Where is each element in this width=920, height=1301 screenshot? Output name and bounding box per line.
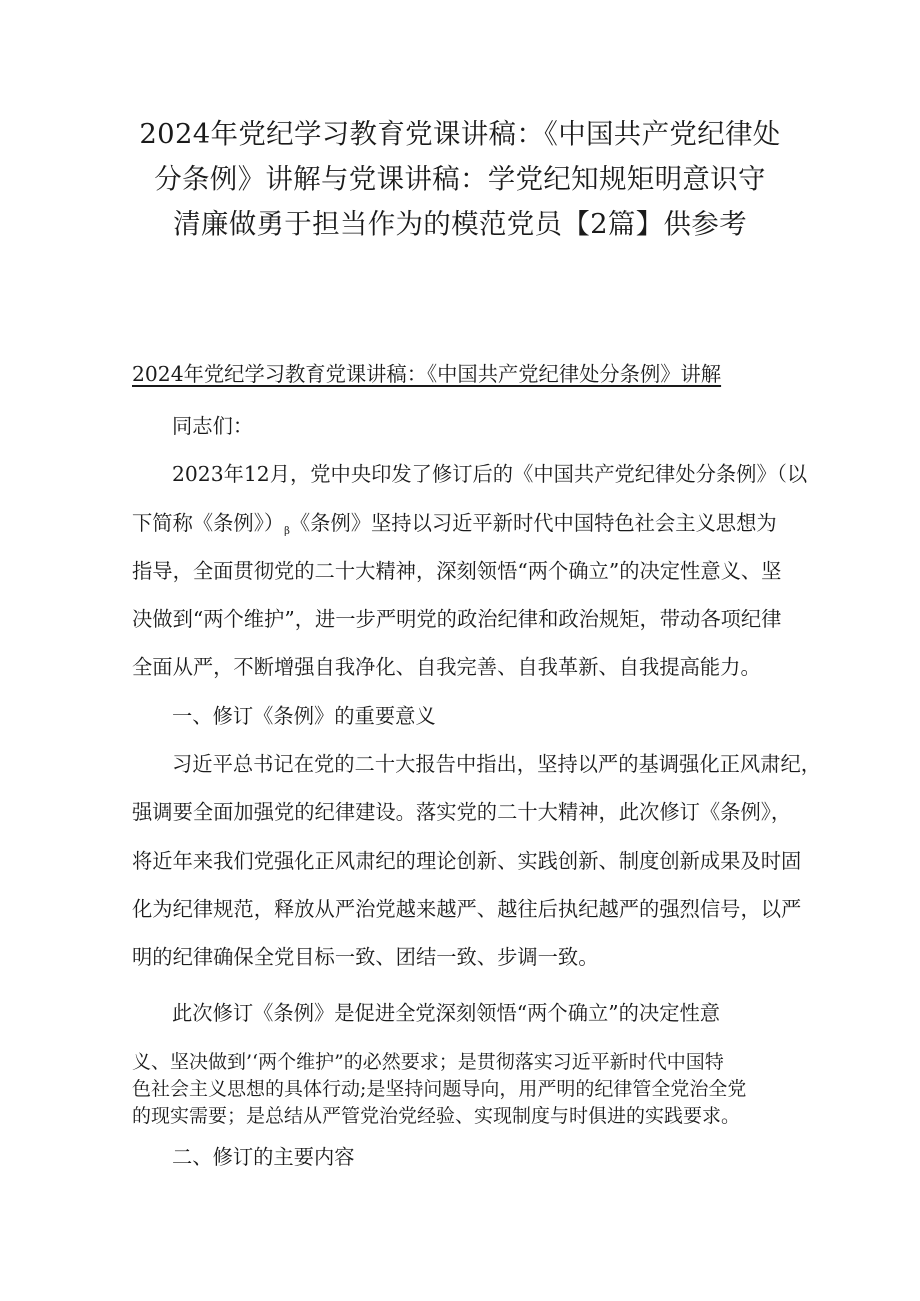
paragraph-line: 习近平总书记在党的二十大报告中指出，坚持以严的基调强化正风肃纪， xyxy=(172,752,822,776)
paragraph-line: 将近年来我们党强化正风肃纪的理论创新、实践创新、制度创新成果及时固 xyxy=(132,849,802,873)
beta-symbol: β xyxy=(284,526,290,537)
paragraph-line: 指导，全面贯彻党的二十大精神，深刻领悟“两个确立”的决定性意义、坚 xyxy=(132,559,782,583)
paragraph-line: 化为纪律规范，释放从严治党越来越严、越往后执纪越严的强烈信号，以严 xyxy=(132,897,802,921)
paragraph-line: 色社会主义思想的具体行动;是坚持问题导向，用严明的纪律管全党治全党 xyxy=(132,1078,747,1100)
text-run: 《条例》坚持以习近平新时代中国特色社会主义思想为 xyxy=(289,511,777,535)
paragraph-line: 强调要全面加强党的纪律建设。落实党的二十大精神，此次修订《条例》， xyxy=(132,800,792,824)
paragraph-line: 的现实需要；是总结从严管党治党经验、实现制度与时俱进的实践要求。 xyxy=(132,1105,741,1127)
paragraph-line: 决做到“两个维护”，进一步严明党的政治纪律和政治规矩，带动各项纪律 xyxy=(132,607,782,631)
document-title xyxy=(100,112,820,247)
paragraph-line: 明的纪律确保全党目标一致、团结一致、步调一致。 xyxy=(132,945,599,969)
paragraph-line: 此次修订《条例》是促进全党深刻领悟“两个确立”的决定性意 xyxy=(172,1001,721,1025)
greeting: 同志们： xyxy=(172,414,254,438)
section-subtitle: 2024年党纪学习教育党课讲稿：《中国共产党纪律处分条例》讲解 xyxy=(132,362,722,386)
paragraph-line: 2023年12月，党中央印发了修订后的《中国共产党纪律处分条例》（以 xyxy=(172,462,808,486)
title-line: 清廉做勇于担当作为的模范党员【2篇】供参考 xyxy=(173,208,747,240)
text-run: 下简称《条例》） xyxy=(132,511,285,535)
section-heading: 一、修订《条例》的重要意义 xyxy=(172,704,436,728)
title-line: 2024年党纪学习教育党课讲稿：《中国共产党纪律处 xyxy=(139,118,781,150)
title-line: 分条例》讲解与党课讲稿：学党纪知规矩明意识守 xyxy=(154,163,766,195)
paragraph-line: 全面从严，不断增强自我净化、自我完善、自我革新、自我提高能力。 xyxy=(132,655,761,679)
paragraph-line: 义、坚决做到’‘两个维护”的必然要求；是贯彻落实习近平新时代中国特 xyxy=(132,1051,724,1073)
section-heading: 二、修订的主要内容 xyxy=(172,1145,355,1169)
paragraph-line xyxy=(132,507,777,537)
